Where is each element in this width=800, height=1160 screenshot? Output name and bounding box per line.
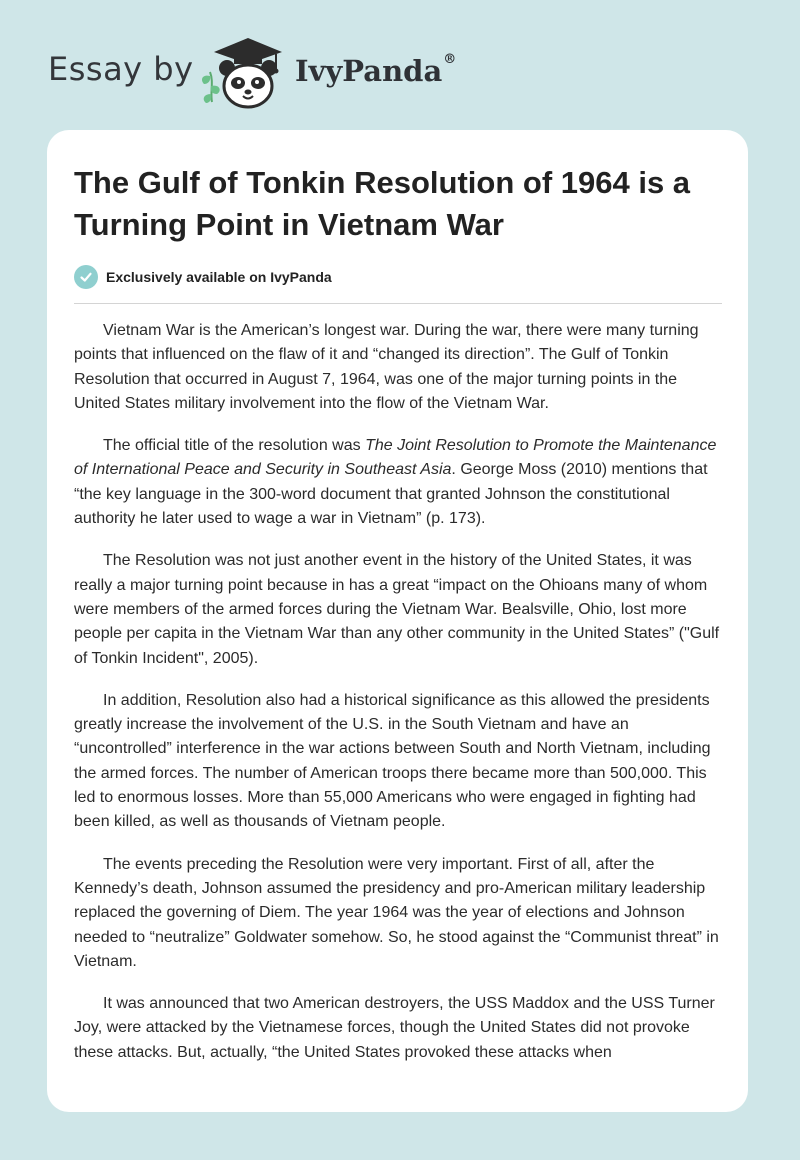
resolution-title: The Joint Resolution to Promote the Maintenance of International Peace and Security in Southeast Asia bbox=[74, 437, 717, 479]
trademark-symbol: ® bbox=[443, 52, 457, 67]
paragraph: The official title of the resolution was The Joint Resolution to Promote the Maintenance of International Peace and Security in Southeast Asia. George Moss (2010) mentions that “the key language in the 300-word document that granted Johnson the constitutional authority he later used to wage a war in Vietnam” (p. 173). bbox=[74, 437, 717, 528]
paragraph: It was announced that two American destroyers, the USS Maddox and the USS Turner Joy, were attacked by the Vietnamese forces, though the United States did not provoke these attacks. But, actually, “the United States provoked these attacks when bbox=[74, 995, 715, 1061]
panda-graduate-icon[interactable] bbox=[198, 36, 288, 112]
brand-name[interactable]: IvyPanda® bbox=[295, 52, 457, 88]
paragraph: The Resolution was not just another event in the history of the United States, it was really a major turning point because in has a great “impact on the Ohioans many of whom were members of the armed forces during the Vietnam War. Bealsville, Ohio, lost more people per capita in the Vietnam War than any other community in the United States” ("Gulf of Tonkin Incident", 2005). bbox=[74, 552, 720, 667]
check-icon bbox=[74, 265, 98, 289]
paragraph: In addition, Resolution also had a historical significance as this allowed the presidents greatly increase the involvement of the U.S. in the South Vietnam and have an “uncontrolled” interference in the war actions between South and North Vietnam, including the armed forces. The number of American troops there became more than 500,000. This led to enormous losses. More than 55,000 Americans who were engaged in fighting had been killed, as well as thousands of Vietnam people. bbox=[74, 691, 711, 831]
exclusive-label: Exclusively available on IvyPanda bbox=[106, 269, 332, 285]
page-title: The Gulf of Tonkin Resolution of 1964 is a Turning Point in Vietnam War bbox=[74, 165, 691, 242]
essay-body bbox=[74, 319, 726, 1083]
essay-by-label: Essay by bbox=[48, 50, 194, 88]
essay-card bbox=[47, 130, 748, 1112]
ivy-leaf-icon bbox=[202, 72, 220, 103]
exclusive-badge bbox=[74, 265, 332, 289]
site-header bbox=[48, 36, 508, 112]
divider bbox=[74, 303, 722, 304]
paragraph: The events preceding the Resolution were very important. First of all, after the Kennedy’s death, Johnson assumed the presidency and pro-American military leadership replaced the governing of Diem. The year 1964 was the year of elections and Johnson needed to “neutralize” Goldwater somehow. So, he stood against the “Communist threat” in Vietnam. bbox=[74, 855, 719, 970]
paragraph: Vietnam War is the American’s longest war. During the war, there were many turning points that influenced on the flaw of it and “changed its direction”. The Gulf of Tonkin Resolution that occurred in August 7, 1964, was one of the major turning points in the United States military involvement into the flow of the Vietnam War. bbox=[74, 322, 699, 412]
